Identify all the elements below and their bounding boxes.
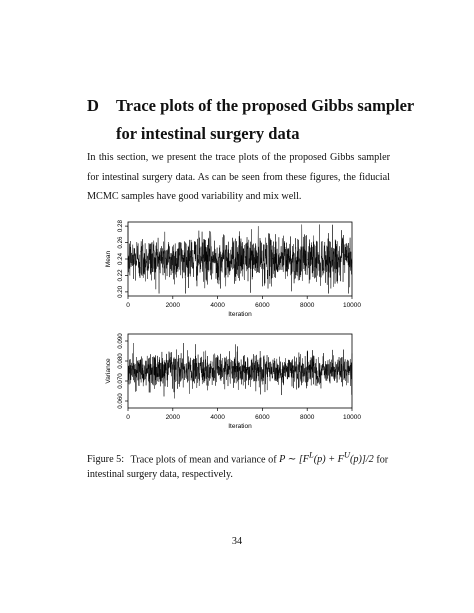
y-tick-label: 0.090 <box>117 333 124 349</box>
y-tick-label: 0.28 <box>117 220 124 233</box>
y-axis-label: Mean <box>105 250 112 268</box>
y-tick-label: 0.22 <box>117 269 124 282</box>
x-tick-label: 2000 <box>165 414 181 421</box>
caption-text-after: for intestinal surgery data, respectively. <box>87 454 389 481</box>
x-tick-label: 8000 <box>299 414 315 421</box>
formula-part1: P ∼ [F <box>279 454 310 466</box>
paragraph-text: In this section, we present the trace plots of the proposed Gibbs sampler for intestinal surgery data. As can be seen from these figures, the fiducial MCMC samples have good variability and mix well. <box>87 152 390 202</box>
x-tick-label: 8000 <box>299 302 315 309</box>
x-tick-label: 2000 <box>165 302 181 309</box>
x-tick-label: 0 <box>126 414 130 421</box>
page-number: 34 <box>231 536 243 547</box>
y-tick-label: 0.060 <box>117 393 124 409</box>
mean-trace-svg <box>90 218 390 320</box>
formula-part2: (p) + F <box>313 454 344 466</box>
mean-trace-plot <box>90 218 390 320</box>
trace-line <box>128 224 352 293</box>
x-axis-label: Iteration <box>228 311 252 318</box>
trace-line <box>128 343 352 398</box>
section-title-line2: for intestinal surgery data <box>116 124 300 143</box>
formula-sup-l: L <box>309 450 314 460</box>
formula-part3: (p)]/2 <box>349 454 374 466</box>
x-tick-label: 10000 <box>342 414 362 421</box>
figure-caption <box>87 448 390 482</box>
x-tick-label: 6000 <box>255 302 270 309</box>
caption-label: Figure 5: <box>87 454 125 466</box>
body-paragraph <box>87 148 390 207</box>
y-tick-label: 0.20 <box>117 285 124 298</box>
y-tick-label: 0.080 <box>117 353 124 369</box>
x-tick-label: 4000 <box>210 414 225 421</box>
section-number: D <box>87 96 99 115</box>
caption-text-before: Trace plots of mean and variance of <box>130 454 277 466</box>
x-tick-label: 0 <box>126 302 130 309</box>
x-tick-label: 10000 <box>342 302 362 309</box>
variance-trace-svg <box>90 330 390 432</box>
x-tick-label: 4000 <box>210 302 225 309</box>
x-tick-label: 6000 <box>255 414 270 421</box>
x-axis-label: Iteration <box>228 423 252 430</box>
y-axis-label: Variance <box>105 358 112 384</box>
caption-formula <box>279 450 374 466</box>
formula-sup-u: U <box>343 450 350 460</box>
section-title-line1: Trace plots of the proposed Gibbs sampler <box>116 96 415 115</box>
y-tick-label: 0.070 <box>117 373 124 389</box>
y-tick-label: 0.24 <box>117 252 124 266</box>
y-tick-label: 0.26 <box>117 236 124 249</box>
variance-trace-plot <box>90 330 390 432</box>
